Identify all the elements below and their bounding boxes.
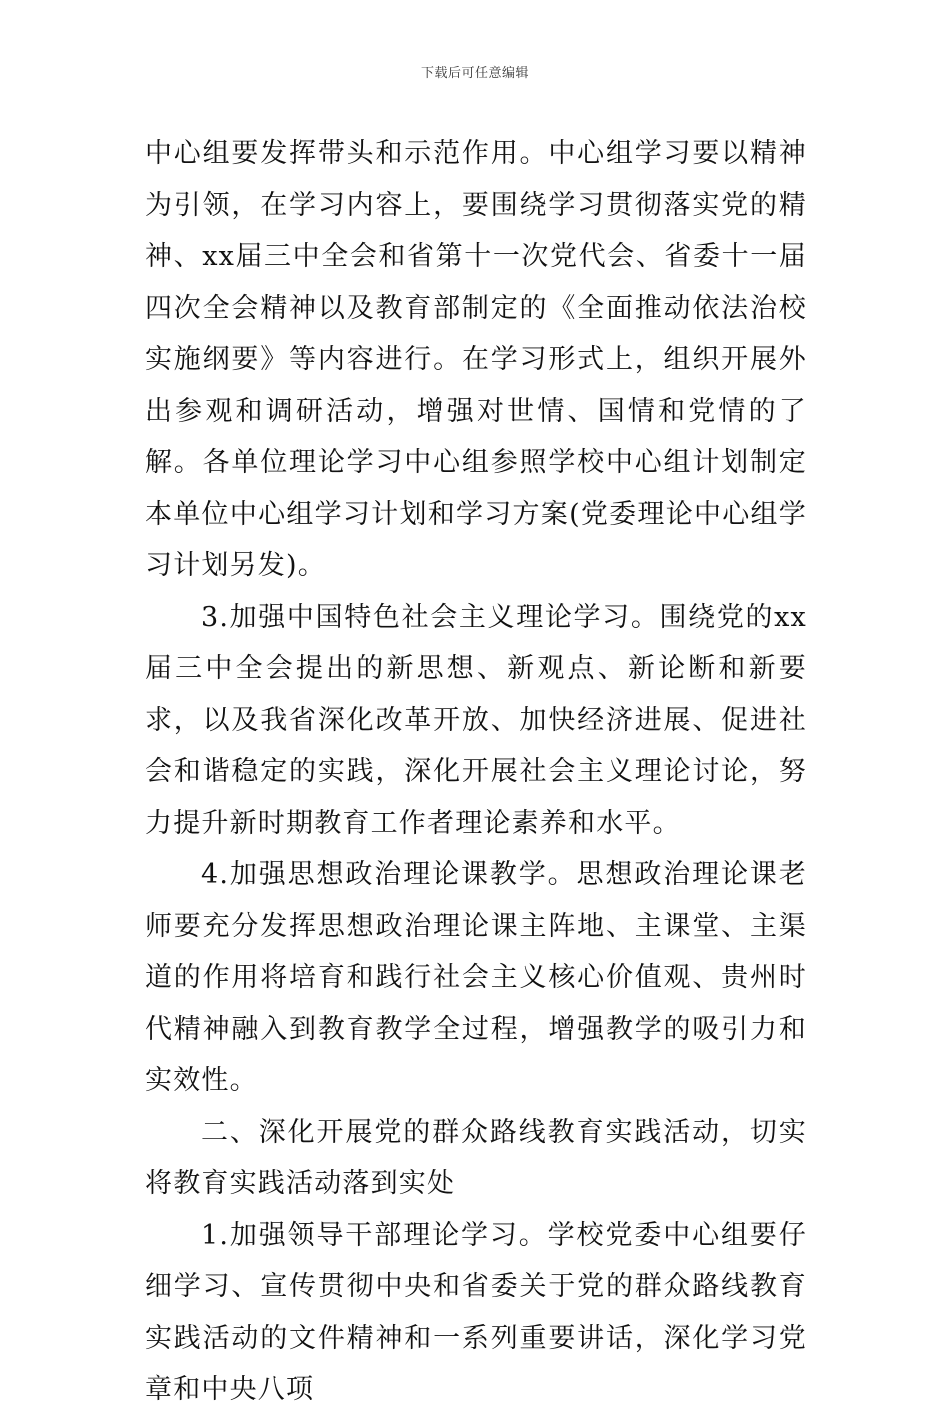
paragraph-continuation: 中心组要发挥带头和示范作用。中心组学习要以精神为引领，在学习内容上，要围绕学习贯彻落实党的精神、xx届三中全会和省第十一次党代会、省委十一届四次全会精神以及教育部制定的《全面推动依法治校实施纲要》等内容进行。在学习形式上，组织开展外出参观和调研活动，增强对世情、国情和党情的了解。各单位理论学习中心组参照学校中心组计划制定本单位中心组学习计划和学习方案(党委理论中心组学习计划另发)。 bbox=[145, 138, 807, 581]
paragraph-item-1: 1.加强领导干部理论学习。学校党委中心组要仔细学习、宣传贯彻中央和省委关于党的群众路线教育实践活动的文件精神和一系列重要讲话，深化学习党章和中央八项 bbox=[145, 1219, 807, 1405]
paragraph-item-3: 3.加强中国特色社会主义理论学习。围绕党的xx届三中全会提出的新思想、新观点、新论断和新要求，以及我省深化改革开放、加快经济进展、促进社会和谐稳定的实践，深化开展社会主义理论讨论，努力提升新时期教育工作者理论素养和水平。 bbox=[145, 601, 807, 839]
section-heading-2: 二、深化开展党的群众路线教育实践活动，切实将教育实践活动落到实处 bbox=[145, 1116, 807, 1199]
paragraph-item-4: 4.加强思想政治理论课教学。思想政治理论课老师要充分发挥思想政治理论课主阵地、主课堂、主渠道的作用将培育和践行社会主义核心价值观、贵州时代精神融入到教育教学全过程，增强教学的吸引力和实效性。 bbox=[145, 859, 807, 1096]
document-body bbox=[145, 128, 807, 1416]
page-header: 下载后可任意编辑 bbox=[420, 66, 529, 81]
